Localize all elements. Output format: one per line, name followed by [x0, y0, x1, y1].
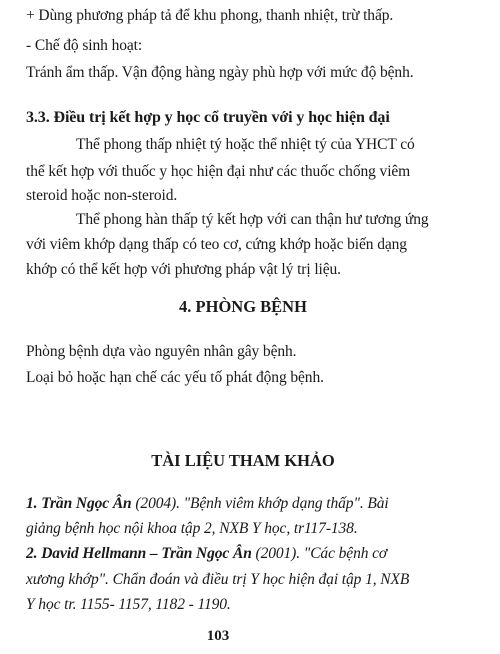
reference-1-line-1 — [26, 494, 389, 514]
reference-2-author: 2. David Hellmann – Trần Ngọc Ân — [26, 545, 252, 562]
section-4-title: 4. PHÒNG BỆNH — [179, 297, 307, 316]
references-title: TÀI LIỆU THAM KHẢO — [151, 451, 335, 470]
reference-1-line-2: giảng bệnh học nội khoa tập 2, NXB Y học, tr117-138. — [26, 520, 358, 537]
reference-2-line-2: xương khớp". Chẩn đoán và điều trị Y học hiện đại tập 1, NXB — [26, 571, 410, 588]
page-number: 103 — [206, 628, 230, 644]
treatment-method-line: + Dùng phương pháp tả để khu phong, thanh nhiệt, trừ thấp. — [26, 7, 394, 24]
section-33-paragraph-1-line-1: Thể phong thấp nhiệt tý hoặc thể nhiệt tý của YHCT có — [76, 136, 415, 153]
reference-2-line-1 — [26, 544, 387, 564]
reference-1-title: (2004). "Bệnh viêm khớp dạng thấp". Bài — [131, 495, 389, 512]
reference-2-title: (2001). "Các bệnh cơ — [251, 545, 388, 562]
lifestyle-advice-line: Tránh ẩm thấp. Vận động hàng ngày phù hợp với mức độ bệnh. — [26, 64, 414, 81]
lifestyle-heading-line: - Chế độ sinh hoạt: — [26, 37, 143, 54]
reference-2-line-3: Y học tr. 1155- 1157, 1182 - 1190. — [26, 596, 231, 613]
prevention-line-1: Phòng bệnh dựa vào nguyên nhân gây bệnh. — [26, 343, 297, 360]
section-33-paragraph-2-line-3: khớp có thể kết hợp với phương pháp vật lý trị liệu. — [26, 261, 341, 278]
section-33-paragraph-2-line-2: với viêm khớp dạng thấp có teo cơ, cứng khớp hoặc biến dạng — [26, 236, 407, 253]
section-33-paragraph-2-line-1: Thể phong hàn thấp tý kết hợp với can thận hư tương ứng — [76, 211, 429, 228]
section-33-paragraph-1-line-2: thể kết hợp với thuốc y học hiện đại như các thuốc chống viêm — [26, 163, 411, 180]
section-33-title: 3.3. Điều trị kết hợp y học cổ truyền với y học hiện đại — [26, 109, 390, 126]
reference-1-author: 1. Trần Ngọc Ân — [26, 495, 132, 512]
prevention-line-2: Loại bỏ hoặc hạn chế các yếu tố phát động bệnh. — [26, 369, 324, 386]
section-33-paragraph-1-line-3: steroid hoặc non-steroid. — [26, 187, 178, 204]
